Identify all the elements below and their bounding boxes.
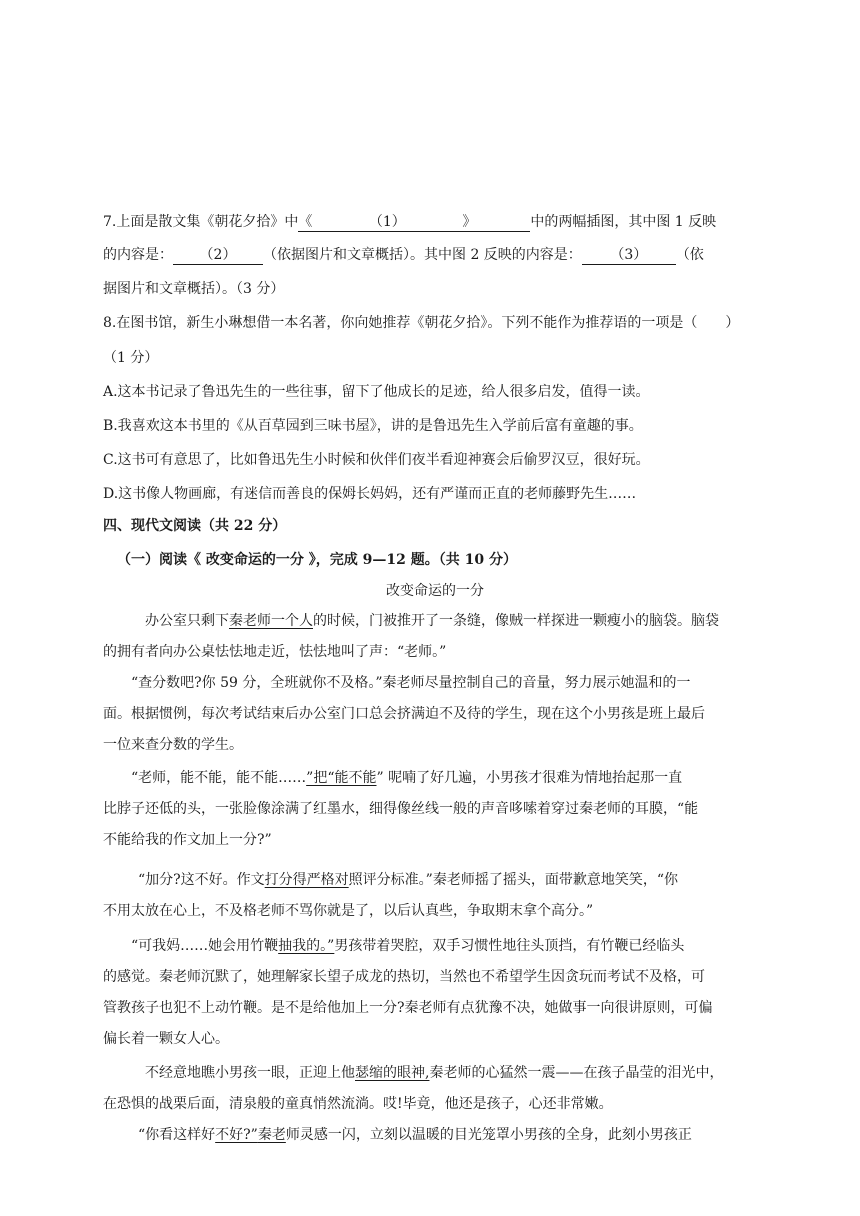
p4-line-1	[138, 870, 767, 890]
p5-line-4: 偏长着一颗女人心。	[103, 1031, 229, 1047]
q8-option-b: B.我喜欢这本书里的《从百草园到三味书屋》，讲的是鲁迅先生入学前后富有童趣的事。	[103, 418, 643, 434]
p7-line-1	[138, 1125, 767, 1145]
p5-line-2: 的感觉。秦老师沉默了，她理解家长望子成龙的热切，当然也不希望学生因贪玩而考试不及格，可	[103, 969, 705, 985]
p1-text: 办公室只剩下	[145, 613, 229, 629]
q7-line-3: 据图片和文章概括）。（3 分）	[103, 281, 285, 297]
p3-line-2: 比脖子还低的头，一张脸像涂满了红墨水，细得像丝线一般的声音哆嗦着穿过秦老师的耳膜，“能	[103, 801, 699, 817]
p1-text-2: 的时候，门被推开了一条缝，像贼一样探进一颗瘦小的脑袋。脑袋	[313, 613, 719, 629]
q8-option-d: D.这书像人物画廊，有迷信而善良的保姆长妈妈，还有严谨而正直的老师藤野先生……	[103, 486, 637, 502]
p4-text: “加分?这不好。作文	[138, 872, 265, 888]
p2-line-1: “查分数吧?你 59 分，全班就你不及格。”秦老师尽量控制自己的音量，努力展示她温和的一	[131, 675, 691, 691]
p1-underlined: 秦老师一个人	[229, 613, 313, 629]
p1-line-1	[145, 611, 767, 631]
subsection-heading: （一）阅读《 改变命运的一分 》，完成 9—12 题。（共 10 分）	[117, 552, 517, 568]
p7-text-2: 师灵感一闪，立刻以温暖的目光笼罩小男孩的全身，此刻小男孩正	[285, 1127, 692, 1143]
blank-1-open: 《	[298, 214, 313, 230]
p6-text-2: 秦老师的心猛然一震——在孩子晶莹的泪光中，	[429, 1065, 724, 1081]
p3-line-3: 不能给我的作文加上一分?”	[103, 832, 272, 848]
p4-line-2: 不用太放在心上，不及格老师不骂你就是了，以后认真些，争取期末拿个高分。”	[103, 903, 594, 919]
p7-underlined-2: 秦老	[257, 1127, 286, 1143]
p4-text-2: 照评分标准。”秦老师摇了摇头，面带歉意地笑笑，“你	[348, 872, 678, 888]
p5-underlined: 抽我的。”	[278, 938, 335, 954]
passage-title: 改变命运的一分	[386, 583, 484, 599]
q8-points: （1 分）	[103, 350, 159, 366]
p7-text: “你看这样好	[138, 1127, 216, 1143]
section-heading: 四、现代文阅读（共 22 分）	[103, 518, 287, 534]
p3-line-1	[131, 768, 767, 788]
q7-text: 7.上面是散文集《朝花夕拾》中	[103, 214, 299, 230]
p3-text-2: ” 呢喃了好几遍，小男孩才很难为情地抬起那一直	[376, 770, 683, 786]
p6-line-2: 在恐惧的战栗后面，清泉般的童真悄然流淌。哎!毕竟，他还是孩子，心还非常嫩。	[103, 1096, 613, 1112]
p1-line-2: 的拥有者向办公桌怯怯地走近，怯怯地叫了声：“老师。”	[103, 644, 447, 660]
q8-stem: 8.在图书馆，新生小琳想借一本名著，你向她推荐《朝花夕拾》。下列不能作为推荐语的一项是（ ）	[103, 315, 740, 331]
blank-3[interactable]: （3）	[582, 246, 676, 265]
p7-underlined: 不好?”	[215, 1127, 258, 1143]
blank-1[interactable]	[298, 213, 530, 232]
p5-text: “可我妈……她会用竹鞭	[131, 938, 279, 954]
p5-line-1	[131, 936, 767, 956]
q8-option-a: A.这本书记录了鲁迅先生的一些往事，留下了他成长的足迹，给人很多启发，值得一读。	[103, 384, 650, 400]
q7-text-4: （依据图片和文章概括）。其中图 2 反映的内容是：	[263, 247, 582, 263]
p3-underlined: ”把“能不能	[306, 770, 377, 786]
q7-text-2: 中的两幅插图，其中图 1 反映	[530, 214, 717, 230]
q7-text-5: （依	[675, 247, 704, 263]
p6-text: 不经意地瞧小男孩一眼，正迎上他	[145, 1065, 355, 1081]
p4-underlined: 打分得严格对	[264, 872, 349, 888]
q7-text-3: 的内容是：	[103, 247, 173, 263]
p2-line-3: 一位来查分数的学生。	[103, 737, 243, 753]
q7-line-1	[103, 212, 767, 232]
blank-2[interactable]: （2）	[173, 246, 263, 265]
p3-text: “老师，能不能，能不能……	[131, 770, 307, 786]
q8-option-c: C.这书可有意思了，比如鲁迅先生小时候和伙伴们夜半看迎神赛会后偷罗汉豆，很好玩。	[103, 452, 650, 468]
blank-1-close: 》	[462, 214, 477, 230]
p5-text-2: 男孩带着哭腔，双手习惯性地往头顶挡，有竹鞭已经临头	[334, 938, 685, 954]
p2-line-2: 面。根据惯例，每次考试结束后办公室门口总会挤满迫不及待的学生，现在这个小男孩是班上最后	[103, 706, 705, 722]
p6-line-1	[145, 1063, 767, 1083]
p5-line-3: 管教孩子也犯不上动竹鞭。是不是给他加上一分?秦老师有点犹豫不决，她做事一向很讲原则，可偏	[103, 1000, 713, 1016]
p6-underlined: 瑟缩的眼神,	[355, 1065, 430, 1081]
q7-line-2	[103, 245, 767, 265]
blank-1-label: （1）	[368, 214, 406, 230]
